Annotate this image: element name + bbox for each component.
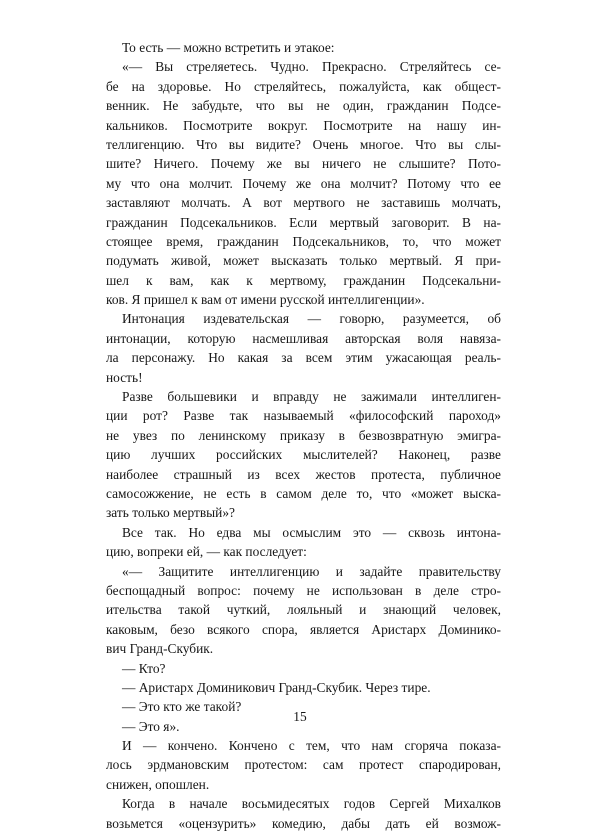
page-number: 15 xyxy=(293,709,307,724)
text-line: Разве большевики и вправду не зажимали интеллиген- xyxy=(122,389,501,405)
text-line: шел к вам, как к мертвому, гражданин Подсекальни- xyxy=(106,272,501,288)
text-line: вич Гранд-Скубик. xyxy=(106,641,214,657)
text-line: ла персонажу. Но какая за всем этим ужасающая реаль- xyxy=(106,350,501,366)
text-line: кальников. Посмотрите вокруг. Посмотрите на нашу ин- xyxy=(106,117,501,133)
text-line: — Это кто же такой? xyxy=(122,699,242,715)
text-line: Когда в начале восьмидесятых годов Сергей Михалков xyxy=(122,796,501,812)
text-line: снижен, опошлен. xyxy=(106,776,210,792)
text-line: интонации, которую насмешливая авторская воля навяза- xyxy=(106,330,501,346)
text-line: бе на здоровье. Но стреляйтесь, пожалуйста, как общест- xyxy=(106,78,501,94)
text-line: Интонация издевательская — говорю, разумеется, об xyxy=(122,311,501,327)
text-line: ность! xyxy=(106,369,143,385)
text-line: не увез по ленинскому приказу в безвозвратную эмигра- xyxy=(106,427,501,443)
text-line: — Кто? xyxy=(122,660,166,676)
text-line: Все так. Но едва мы осмыслим это — сквозь интона- xyxy=(122,524,501,540)
text-line: стоящее время, гражданин Подсекальников, то, что может xyxy=(106,233,501,249)
text-line: — Это я». xyxy=(122,718,180,734)
text-line: гражданин Подсекальников. Если мертвый заговорит. В на- xyxy=(106,214,501,230)
text-line: цию лучших российских мыслителей? Наконец, разве xyxy=(106,447,501,463)
text-line: ков. Я пришел к вам от имени русской интеллигенции». xyxy=(106,292,425,308)
text-line: шите? Ничего. Почему же вы ничего не слышите? Пото- xyxy=(106,156,501,172)
text-line: цию, вопреки ей, — как последует: xyxy=(106,544,307,560)
text-line: наиболее страшный из всех жестов протеста, публичное xyxy=(106,466,501,482)
text-line: теллигенцию. Что вы видите? Очень многое. Что вы слы- xyxy=(106,136,501,152)
text-line: каковым, безо всякого спора, является Аристарх Доминико- xyxy=(106,621,501,637)
text-line: возьмется «оцензурить» комедию, дабы дать ей возмож- xyxy=(106,815,501,831)
text-line: лось эрдмановским протестом: сам протест спародирован, xyxy=(106,757,501,773)
text-line: «— Вы стреляетесь. Чудно. Прекрасно. Стреляйтесь се- xyxy=(122,59,501,75)
text-line: самосожжение, не есть в самом деле то, что «может выска- xyxy=(106,485,501,501)
text-line: заставляют молчать. А вот мертвого не заставишь молчать, xyxy=(106,195,501,211)
text-line: му что она молчит. Почему же она молчит? Потому что ее xyxy=(106,175,501,191)
text-line: зать только мертвый»? xyxy=(106,505,235,521)
text-line: — Аристарх Доминикович Гранд-Скубик. Через тире. xyxy=(122,679,431,695)
text-line: То есть — можно встретить и этакое: xyxy=(122,40,335,55)
text-line: подумать живой, может высказать только мертвый. Я при- xyxy=(106,253,501,269)
text-line: И — кончено. Кончено с тем, что нам сгоряча показа- xyxy=(122,738,501,754)
text-line: венник. Не забудьте, что вы не один, гражданин Подсе- xyxy=(106,98,501,114)
text-line: ительства такой чуткий, лояльный и знающий человек, xyxy=(106,602,501,618)
text-line: беспощадный вопрос: почему не использован в деле стро- xyxy=(106,582,501,598)
text-line: «— Защитите интеллигенцию и задайте правительству xyxy=(122,563,501,579)
text-line: ции рот? Разве так называемый «философский пароход» xyxy=(106,408,501,424)
